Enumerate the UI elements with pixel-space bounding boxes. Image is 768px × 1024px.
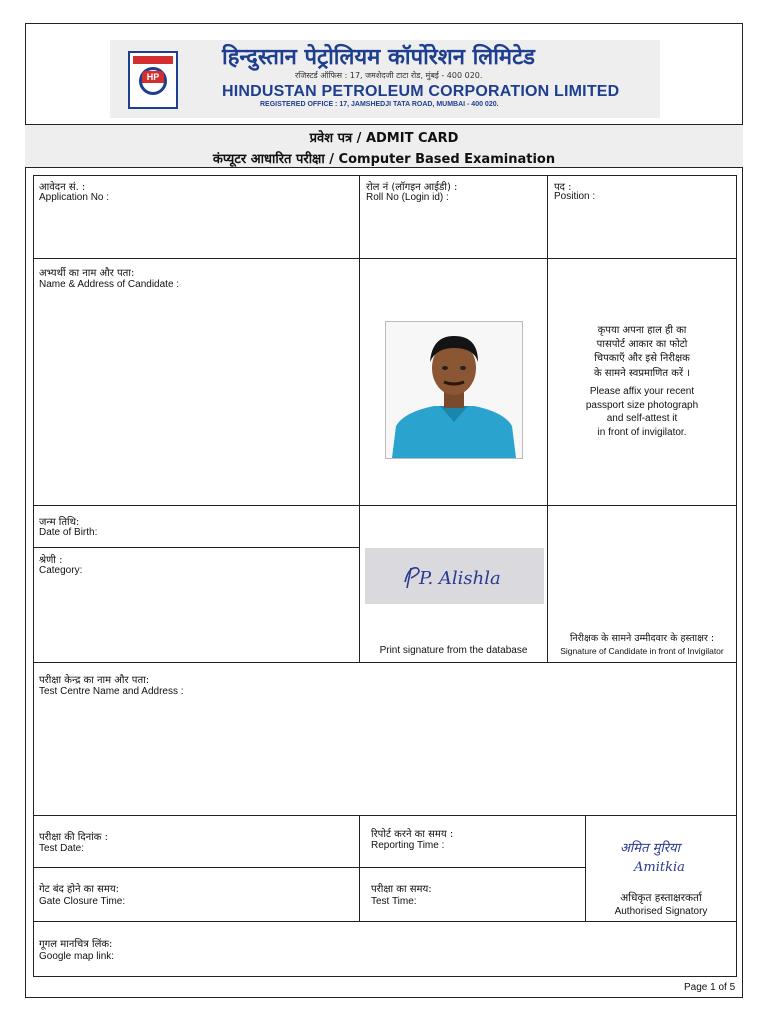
position-label-en: Position : [554,191,596,202]
page-number: Page 1 of 5 [684,982,736,993]
candidate-cell [33,258,360,506]
logo-tag [133,56,173,64]
invigilator-signature-label-en: Signature of Candidate in front of Invigilator [560,646,724,656]
application-label-hi: आवेदन सं. : [39,182,86,193]
registered-office-hindi: रजिस्टर्ड ऑफिस : 17, जमशेदजी टाटा रोड, मुंबई - 400 020. [295,71,483,80]
category-label-en: Category: [39,565,83,576]
test-time-label-hi: परीक्षा का समय: [371,884,432,895]
photo-note-hi-1: कृपया अपना हाल ही का [597,325,687,336]
signature-scrawl-icon [365,548,544,604]
authorised-signatory-label-hi: अधिकृत हस्ताक्षरकर्ता [620,892,702,904]
reporting-time-label-hi: रिपोर्ट करने का समय : [371,829,454,840]
position-label-hi: पद : [554,182,572,193]
google-map-label-hi: गूगल मानचित्र लिंक: [39,939,113,950]
invigilator-signature-label-hi: निरीक्षक के सामने उम्मीदवार के हस्ताक्षर : [569,633,715,644]
hp-logo [128,51,178,109]
test-time-label-en: Test Time: [371,896,417,907]
test-centre-label-en: Test Centre Name and Address : [39,686,184,697]
dob-label-en: Date of Birth: [39,527,98,538]
candidate-label-en: Name & Address of Candidate : [39,279,180,290]
gate-closure-label-hi: गेट बंद होने का समय: [39,884,120,895]
position-cell [547,175,737,259]
candidate-label-hi: अभ्यर्थी का नाम और पता: [39,268,135,279]
photo-note-cell [547,258,737,506]
admit-card-title: प्रवेश पत्र / ADMIT CARD [309,131,459,146]
photo-note-en-1: Please affix your recent [589,386,695,397]
candidate-photo [385,321,523,459]
person-photo-icon [386,322,522,458]
company-name-hindi: हिन्दुस्तान पेट्रोलियम कॉर्पोरेशन लिमिटेड [222,45,535,70]
logo-text: HP [142,71,164,83]
authorised-signatory-label-en: Authorised Signatory [614,906,708,917]
dob-label-hi: जन्म तिथि: [39,517,80,528]
db-signature-caption: Print signature from the database [379,645,528,656]
photo-note-hi-4: के सामने स्वप्रमाणित करें । [593,368,691,379]
google-map-label-en: Google map link: [39,951,115,962]
application-label-en: Application No : [39,192,110,203]
registered-office-english: REGISTERED OFFICE : 17, JAMSHEDJI TATA ROAD, MUMBAI - 400 020. [260,101,499,108]
test-centre-label-hi: परीक्षा केन्द्र का नाम और पता: [39,675,150,686]
photo-note-hi-2: पासपोर्ट आकार का फोटो [596,339,688,350]
signature-text: P. Alishla [419,568,501,589]
photo-note-hi-3: चिपकाएँ और इसे निरीक्षक [594,353,690,364]
test-date-label-hi: परीक्षा की दिनांक : [39,832,109,843]
photo-note-en-4: in front of invigilator. [597,427,687,438]
gate-closure-label-en: Gate Closure Time: [39,896,126,907]
company-name-english: HINDUSTAN PETROLEUM CORPORATION LIMITED [222,83,620,100]
authorised-signature-scrawl-2: Amitkia [634,860,685,875]
reporting-time-label-en: Reporting Time : [371,840,445,851]
google-map-cell [33,921,737,977]
exam-type-title: कंप्यूटर आधारित परीक्षा / Computer Based Examination [212,152,556,167]
category-label-hi: श्रेणी : [39,555,63,566]
test-date-label-en: Test Date: [39,843,85,854]
candidate-signature-image [365,548,544,604]
roll-label-en: Roll No (Login id) : [366,192,449,203]
photo-note-en-3: and self-attest it [606,413,678,424]
photo-note-en-2: passport size photograph [585,400,699,411]
authorised-signature-scrawl-1: अमित मुरिया [620,841,680,856]
roll-label-hi: रोल नं (लॉगइन आईडी) : [366,182,458,193]
